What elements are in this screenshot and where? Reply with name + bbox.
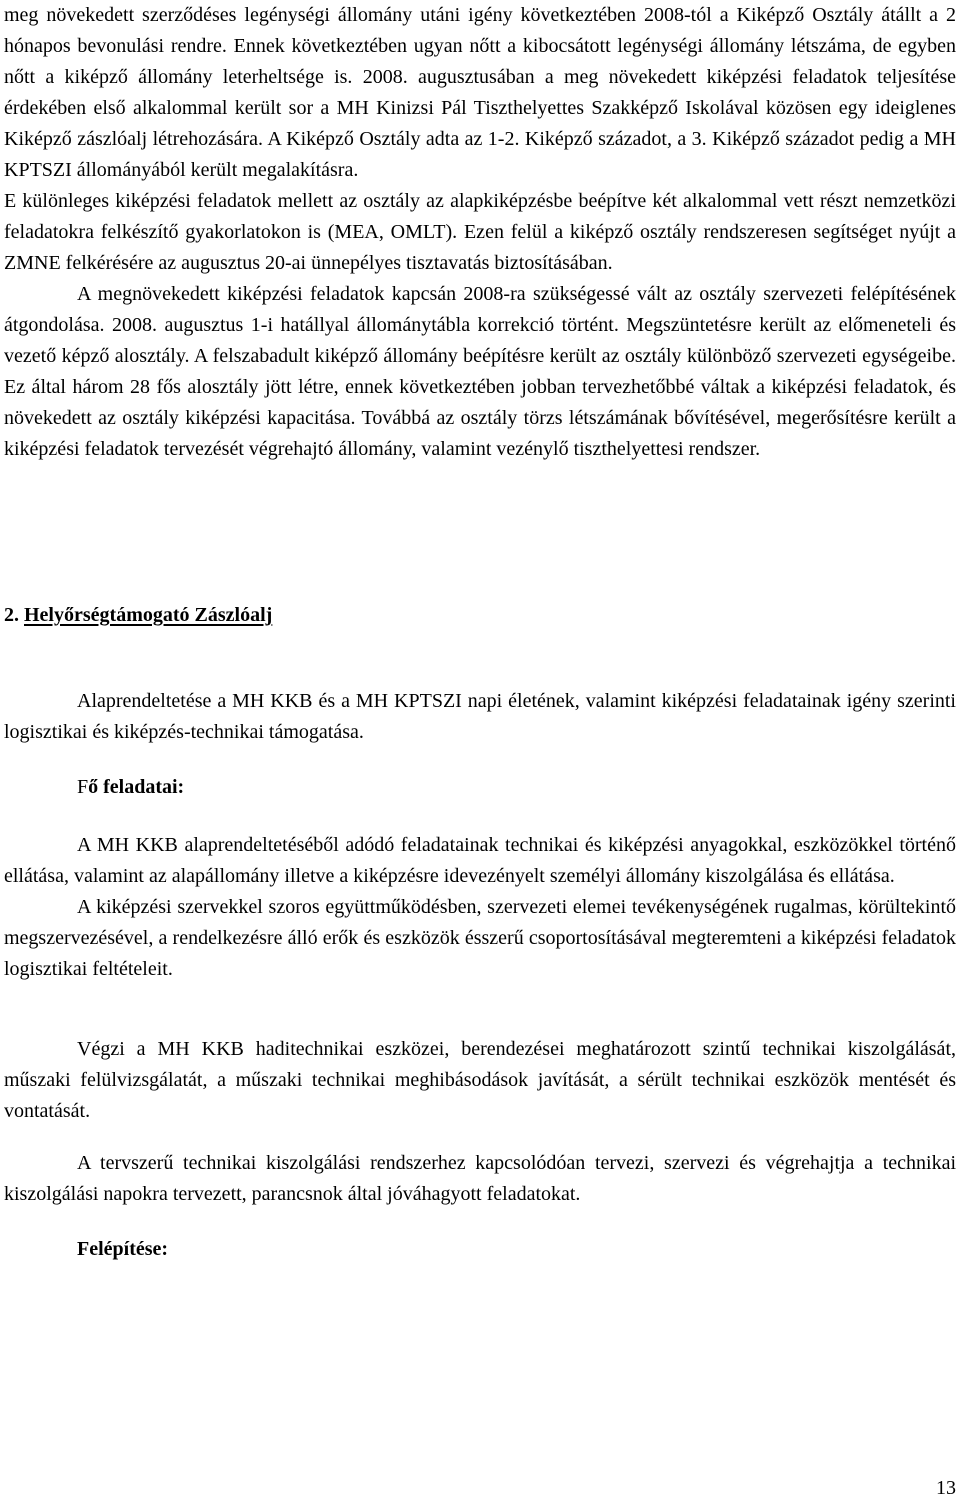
tasks-heading — [77, 772, 184, 803]
section-title: Helyőrségtámogató Zászlóalj — [24, 604, 273, 626]
tasks-block-2 — [4, 1034, 956, 1127]
section-number: 2. — [4, 604, 19, 626]
tasks-heading-first-letter: F — [77, 776, 89, 798]
purpose-block — [4, 686, 956, 748]
intro-block — [4, 0, 956, 465]
page-number: 13 — [936, 1477, 956, 1499]
purpose-paragraph: Alaprendeltetése a MH KKB és a MH KPTSZI napi életének, valamint kiképzési feladatainak igény szerinti logisztikai és kiképzés-technikai támogatása. — [4, 690, 956, 743]
intro-paragraph-2: E különleges kiképzési feladatok mellett az osztály az alapkiképzésbe beépítve két alkalommal vett részt nemzetközi feladatokra felkészítő gyakorlatokon is (MEA, OMLT). Ezen felül a kiképző osztály rendszeresen segítséget nyújt a ZMNE felkérésére az augusztus 20-ai ünnepélyes tisztavatás biztosításában. — [4, 190, 956, 274]
task-paragraph-3: Végzi a MH KKB haditechnikai eszközei, berendezései meghatározott szintű technikai kiszolgálását, műszaki felülvizsgálatát, a műszaki technikai meghibásodások javítását, a sérült technikai eszközök mentését és vontatását. — [4, 1038, 956, 1122]
document-page — [4, 0, 956, 1504]
section-heading — [4, 600, 272, 631]
tasks-heading-rest: ő feladatai: — [88, 776, 185, 798]
intro-paragraph-3: A megnövekedett kiképzési feladatok kapcsán 2008-ra szükségessé vált az osztály szervezeti felépítésének átgondolása. 2008. augusztus 1-i hatállyal állománytábla korrekció történt. Megszüntetésre került az előmeneteli és vezető képző alosztály. A felszabadult kiképző állomány beépítésre került az osztály különböző szervezeti egységeibe. Ez által három 28 fős alosztály jött létre, ennek következtében jobban tervezhetőbbé váltak a kiképzési feladatok, és növekedett az osztály kiképzési kapacitása. Továbbá az osztály törzs létszámának bővítésével, megerősítésre került a kiképzési feladatok tervezését végrehajtó állomány, valamint vezénylő tiszthelyettesi rendszer. — [4, 283, 956, 460]
task-paragraph-2: A kiképzési szervekkel szoros együttműködésben, szervezeti elemei tevékenységének rugalmas, körültekintő megszervezésével, a rendelkezésre álló erők és eszközök ésszerű csoportosításával megteremteni a kiképzési feladatok logisztikai feltételeit. — [4, 896, 956, 980]
structure-heading: Felépítése: — [77, 1238, 169, 1260]
task-paragraph-1: A MH KKB alaprendeltetéséből adódó feladatainak technikai és kiképzési anyagokkal, eszközökkel történő ellátása, valamint az alapállomány illetve a kiképzésre idevezényelt személyi állomány kiszolgálása és ellátása. — [4, 834, 956, 887]
tasks-block-1 — [4, 830, 956, 985]
intro-paragraph-1: meg növekedett szerződéses legénységi állomány utáni igény következtében 2008-tól a Kiképző Osztály átállt a 2 hónapos bevonulási rendre. Ennek következtében ugyan nőtt a kibocsátott legénységi állomány létszáma, de egyben nőtt a kiképző állomány leterheltsége is. 2008. augusztusában a meg növekedett kiképzési feladatok teljesítése érdekében első alkalommal került sor a MH Kinizsi Pál Tiszthelyettes Szakképző Iskolával közösen egy ideiglenes Kiképző zászlóalj létrehozására. A Kiképző Osztály adta az 1-2. Kiképző századot, a 3. Kiképző századot pedig a MH KPTSZI állományából került megalakításra. — [4, 4, 956, 181]
task-paragraph-4: A tervszerű technikai kiszolgálási rendszerhez kapcsolódóan tervezi, szervezi és végrehajtja a technikai kiszolgálási napokra tervezett, parancsnok által jóváhagyott feladatokat. — [4, 1152, 956, 1205]
tasks-block-3 — [4, 1148, 956, 1210]
